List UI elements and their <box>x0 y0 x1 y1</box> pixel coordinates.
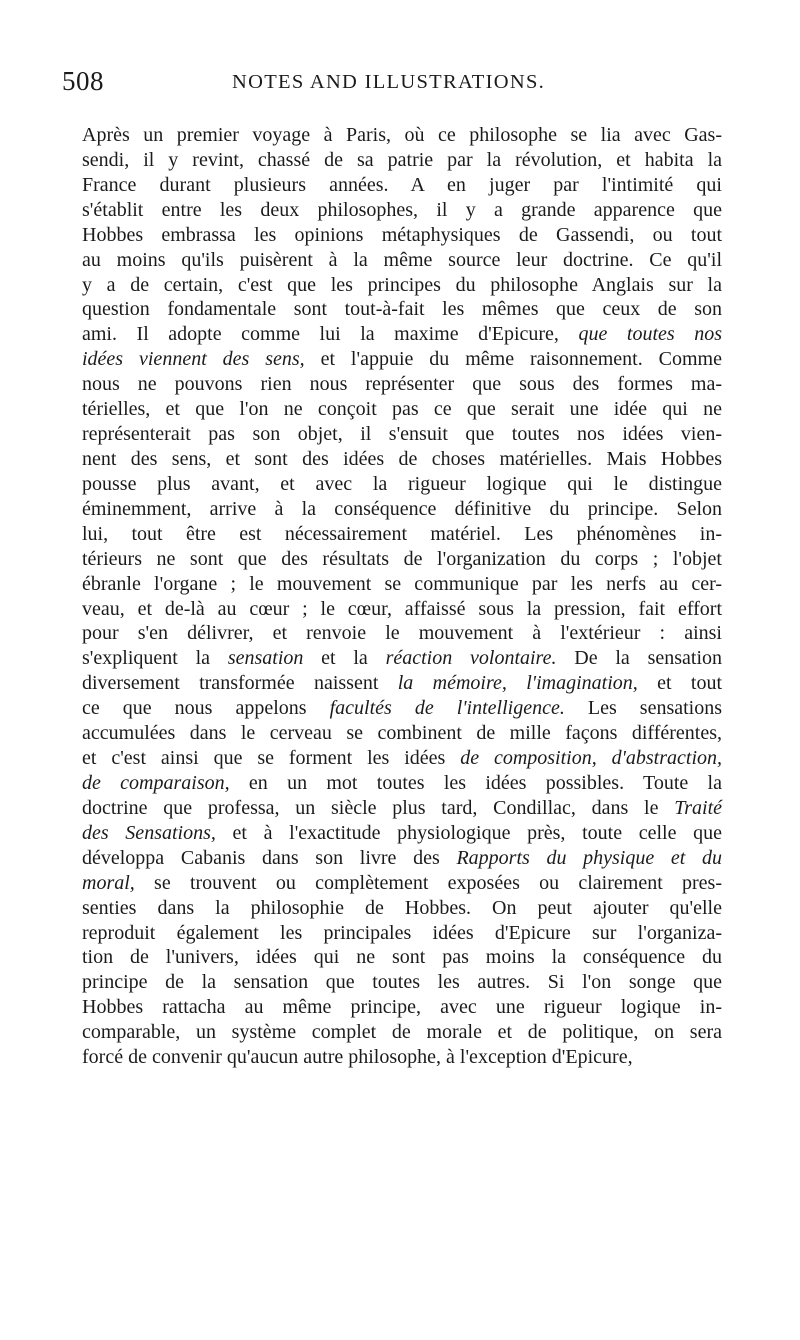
text-run: s'établit entre les deux philosophes, il y a grande apparence que <box>82 198 722 221</box>
text-run: principe de la sensation que toutes les autres. Si l'on songe que <box>82 971 722 994</box>
text-line <box>82 696 722 721</box>
text-run: reproduit également les principales idées d'Epicure sur l'organiza- <box>82 921 722 944</box>
text-run: s'expliquent la <box>82 647 228 670</box>
text-run: pousse plus avant, et avec la rigueur logique qui le distingue <box>82 472 722 495</box>
text-run: et c'est ainsi que se forment les idées <box>82 747 461 770</box>
text-run: térieurs ne sont que des résultats de l'organization du corps ; l'objet <box>82 547 722 570</box>
text-line <box>82 721 722 746</box>
text-line <box>82 223 722 248</box>
text-run: question fondamentale sont tout-à-fait les mêmes que ceux de son <box>82 298 722 321</box>
text-line <box>82 945 722 970</box>
italic-phrase: Traité <box>674 796 722 819</box>
text-run: ce que nous appelons <box>82 697 330 720</box>
italic-phrase: des Sensations, <box>82 821 216 844</box>
text-run: se trouvent ou complètement exposées ou clairement pres- <box>134 871 722 894</box>
text-line <box>82 796 722 821</box>
text-run: senties dans la philosophie de Hobbes. On peut ajouter qu'elle <box>82 896 722 919</box>
running-head <box>62 63 722 99</box>
text-line <box>82 846 722 871</box>
italic-phrase: facultés de l'intelligence. <box>329 697 565 720</box>
text-line <box>82 123 722 148</box>
text-run: De la sensation <box>556 647 723 670</box>
text-run: en un mot toutes les idées possibles. Toute la <box>229 771 722 794</box>
text-line <box>82 597 722 622</box>
text-run: ami. Il adopte comme lui la maxime d'Epicure, <box>82 323 579 346</box>
text-run: veau, et de-là au cœur ; le cœur, affaissé sous la pression, fait effort <box>82 597 722 620</box>
text-run: nous ne pouvons rien nous représenter que sous des formes ma- <box>82 373 722 396</box>
text-run: et la <box>303 647 386 670</box>
text-line <box>82 497 722 522</box>
text-run: éminemment, arrive à la conséquence définitive du principe. Selon <box>82 497 722 520</box>
text-run: Après un premier voyage à Paris, où ce philosophe se lia avec Gas- <box>82 124 722 146</box>
text-run: térielles, et que l'on ne conçoit pas ce que serait une idée qui ne <box>82 398 722 421</box>
italic-phrase: moral, <box>82 871 135 894</box>
text-line <box>82 297 722 322</box>
text-run: diversement transformée naissent <box>82 672 398 695</box>
text-run: développa Cabanis dans son livre des <box>82 846 457 869</box>
text-line <box>82 148 722 173</box>
text-run: nent des sens, et sont des idées de choses matérielles. Mais Hobbes <box>82 447 722 470</box>
text-run: Hobbes rattacha au même principe, avec une rigueur logique in- <box>82 996 722 1019</box>
text-line <box>82 397 722 422</box>
text-line <box>82 273 722 298</box>
text-run: et tout <box>637 672 722 695</box>
text-run: et à l'exactitude physiologique près, toute celle que <box>215 821 722 844</box>
text-run: au moins qu'ils puisèrent à la même source leur doctrine. Ce qu'il <box>82 248 722 271</box>
text-run: Les sensations <box>564 697 722 720</box>
text-run: doctrine que professa, un siècle plus tard, Condillac, dans le <box>82 796 675 819</box>
text-line <box>82 422 722 447</box>
text-line <box>82 472 722 497</box>
body-paragraph <box>82 123 722 1070</box>
text-line <box>82 322 722 347</box>
text-line <box>82 347 722 372</box>
italic-phrase: sensation <box>227 647 304 670</box>
text-line <box>82 970 722 995</box>
text-line <box>82 198 722 223</box>
text-line <box>82 921 722 946</box>
italic-phrase: que toutes nos <box>578 323 722 346</box>
text-run: accumulées dans le cerveau se combinent de mille façons différentes, <box>82 722 722 745</box>
text-run: lui, tout être est nécessairement matériel. Les phénomènes in- <box>82 522 722 545</box>
text-run: y a de certain, c'est que les principes du philosophe Anglais sur la <box>82 273 722 296</box>
text-line <box>82 372 722 397</box>
italic-phrase: la mémoire, l'imagination, <box>397 672 638 695</box>
text-line <box>82 1045 722 1070</box>
text-line <box>82 646 722 671</box>
text-run: ébranle l'organe ; le mouvement se communique par les nerfs au cer- <box>82 572 722 595</box>
italic-phrase: de composition, d'abstraction, <box>460 747 723 770</box>
italic-phrase: de comparaison, <box>82 771 230 794</box>
text-run: pour s'en délivrer, et renvoie le mouvement à l'extérieur : ainsi <box>82 622 722 645</box>
text-run: Hobbes embrassa les opinions métaphysiques de Gassendi, ou tout <box>82 223 722 246</box>
text-line <box>82 248 722 273</box>
text-line <box>82 547 722 572</box>
running-title: NOTES AND ILLUSTRATIONS. <box>232 71 546 93</box>
text-run: et l'appuie du même raisonnement. Comme <box>304 348 722 371</box>
text-line <box>82 671 722 696</box>
page-number: 508 <box>62 66 104 96</box>
italic-phrase: idées viennent des sens, <box>82 348 305 371</box>
text-run: comparable, un système complet de morale et de politique, on sera <box>82 1021 722 1044</box>
italic-phrase: Rapports du physique et du <box>456 846 723 869</box>
text-run: tion de l'univers, idées qui ne sont pas moins la conséquence du <box>82 946 722 969</box>
italic-phrase: réaction volontaire. <box>385 647 557 670</box>
text-run: sendi, il y revint, chassé de sa patrie par la révolution, et habita la <box>82 148 722 171</box>
text-line <box>82 522 722 547</box>
text-line <box>82 771 722 796</box>
text-line <box>82 621 722 646</box>
text-run: forcé de convenir qu'aucun autre philosophe, à l'exception d'Epicure, <box>82 1046 633 1069</box>
text-line <box>82 1020 722 1045</box>
text-line <box>82 447 722 472</box>
text-line <box>82 995 722 1020</box>
text-run: France durant plusieurs années. A en juger par l'intimité qui <box>82 173 722 196</box>
text-line <box>82 746 722 771</box>
text-line <box>82 173 722 198</box>
text-line <box>82 871 722 896</box>
text-run: représenterait pas son objet, il s'ensuit que toutes nos idées vien- <box>82 423 722 446</box>
text-line <box>82 572 722 597</box>
text-line <box>82 821 722 846</box>
text-line <box>82 896 722 921</box>
